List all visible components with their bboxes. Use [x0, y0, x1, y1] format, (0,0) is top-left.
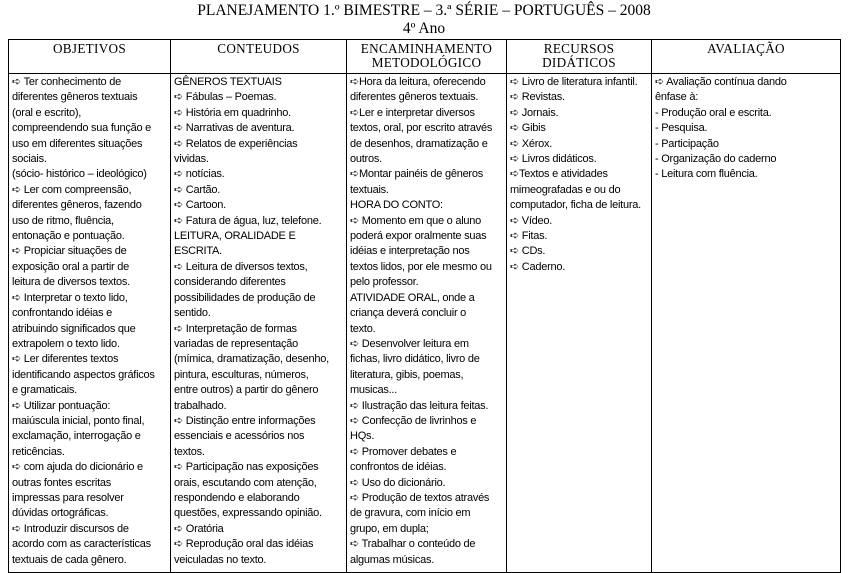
cell-text-line: considerando diferentes	[174, 276, 286, 289]
header-recursos-didaticos	[507, 40, 652, 74]
cell-text-line: ➪ Livros didáticos.	[510, 153, 597, 166]
cell-text-line: ➪ Utilizar pontuação:	[12, 399, 111, 412]
cell-text-line: textos lidos, por ele mesmo ou	[350, 260, 492, 273]
cell-text-line: textos.	[174, 445, 205, 458]
cell-text-line: sociais.	[12, 153, 47, 166]
cell-text-line: ➪Ler e interpretar diversos	[350, 106, 475, 119]
cell-text-line: ➪ Fatura de água, luz, telefone.	[174, 214, 322, 227]
cell-text-line: ➪ Cartoon.	[174, 199, 226, 212]
cell-text-line: (mímica, dramatização, desenho,	[174, 353, 329, 366]
cell-text-line: HORA DO CONTO:	[350, 199, 443, 212]
document-subtitle: 4º Ano	[402, 20, 446, 37]
cell-text-line: uso de ritmo, fluência,	[12, 214, 114, 227]
cell-text-line: ➪Hora da leitura, oferecendo	[350, 76, 486, 88]
cell-text-line: ➪ Desenvolver leitura em	[350, 337, 469, 350]
cell-text-line: literatura, gibis, poemas,	[350, 368, 464, 381]
cell-text-line: pintura, esculturas, números,	[174, 368, 309, 381]
cell-text-line: entre outros) a partir do gênero	[174, 384, 319, 397]
cell-text-line: vividas.	[174, 153, 209, 166]
cell-text-line: ➪Textos e atividades	[510, 168, 608, 181]
cell-text-line: texto.	[350, 322, 376, 335]
cell-text-line: ➪ Fitas.	[510, 230, 548, 243]
cell-text-line: reticências.	[12, 445, 65, 458]
cell-text-line: (oral e escrito),	[12, 106, 82, 119]
cell-conteudos	[171, 74, 347, 573]
cell-text-line: ➪ Oratória	[174, 522, 224, 535]
cell-text-line: ➪ Interpretar o texto lido,	[12, 291, 128, 304]
cell-text-line: e gramaticais.	[12, 384, 77, 397]
cell-text-line: extrapolem o texto lido.	[12, 337, 120, 350]
cell-text-line: ➪ Uso do dicionário.	[350, 476, 446, 489]
cell-text-line: ➪ Xérox.	[510, 137, 553, 150]
cell-text-line: ➪ Trabalhar o conteúdo de	[350, 538, 476, 551]
cell-text-line: ➪ Leitura de diversos textos,	[174, 260, 308, 273]
cell-avaliacao	[652, 74, 841, 573]
cell-text-line: exclamação, interrogação e	[12, 430, 141, 443]
cell-text-line: ➪ Ilustração das leitura feitas.	[350, 399, 489, 412]
cell-text-line: grupo, em dupla;	[350, 522, 429, 535]
cell-text-line: identificando aspectos gráficos	[12, 368, 155, 381]
cell-text-line: textuais de cada gênero.	[12, 553, 127, 566]
cell-text-line: ➪ Reprodução oral das idéias	[174, 538, 314, 551]
cell-text-line: ➪ Caderno.	[510, 260, 566, 273]
cell-text-line: poderá expor oralmente suas	[350, 230, 487, 243]
cell-text-line: respondendo e elaborando	[174, 491, 300, 504]
cell-text-line: algumas músicas.	[350, 553, 435, 566]
cell-text-line: ➪ Fábulas – Poemas.	[174, 91, 277, 104]
header-encaminhamento-metodologico	[347, 40, 507, 74]
cell-text-line: pelo professor.	[350, 276, 419, 289]
cell-text-line: uso em diferentes situações	[12, 137, 143, 150]
cell-text-line: ➪ Cartão.	[174, 183, 221, 196]
cell-text-line: veiculadas no texto.	[174, 553, 267, 566]
cell-text-line: mimeografadas e ou do	[510, 183, 621, 196]
cell-text-line: de gravura, com início em	[350, 507, 471, 520]
cell-text-line: de desenhos, dramatização e	[350, 137, 488, 150]
cell-text-line: ênfase à:	[655, 91, 699, 104]
document-title: PLANEJAMENTO 1.º BIMESTRE – 3.ª SÉRIE – PORTUGUÊS – 2008	[197, 2, 651, 19]
cell-objetivos	[9, 74, 171, 573]
cell-text-line: ➪ Livro de literatura infantil.	[510, 76, 638, 88]
cell-text-line: ➪ Gibis	[510, 122, 546, 135]
cell-text-line: ➪ com ajuda do dicionário e	[12, 461, 143, 474]
cell-text-line: fichas, livro didático, livro de	[350, 353, 480, 366]
header-label-line: OBJETIVOS	[52, 41, 127, 56]
cell-text-line: ATIVIDADE ORAL, onde a	[350, 291, 475, 304]
cell-text-line: ➪ Vídeo.	[510, 214, 553, 227]
cell-text-line: ➪ Propiciar situações de	[12, 245, 127, 258]
cell-text-line: trabalhado.	[174, 399, 227, 412]
cell-text-line: ➪ Promover debates e	[350, 445, 457, 458]
cell-text-line: diferentes gêneros textuais.	[350, 91, 479, 104]
cell-text-line: variadas de representação	[174, 337, 298, 350]
header-label-line: RECURSOS	[543, 41, 615, 56]
cell-recursos-didaticos	[507, 74, 652, 573]
cell-text-line: compreendendo sua função e	[12, 122, 152, 135]
cell-text-line: ➪ Produção de textos através	[350, 491, 490, 504]
header-label-line: ENCAMINHAMENTO	[360, 41, 493, 56]
cell-text-line: ➪ Momento em que o aluno	[350, 214, 482, 227]
cell-text-line: ➪ Ler diferentes textos	[12, 353, 119, 366]
cell-text-line: acordo com as características	[12, 538, 151, 551]
cell-text-line: confrontando idéias e	[12, 307, 112, 320]
cell-text-line: - Organização do caderno	[655, 153, 777, 166]
cell-text-line: idéias e interpretação nos	[350, 245, 470, 258]
cell-text-line: atribuindo significados que	[12, 322, 136, 335]
cell-text-line: ➪ Relatos de experiências	[174, 137, 298, 150]
cell-text-line: textos, oral, por escrito através	[350, 122, 493, 135]
header-avaliacao	[652, 40, 841, 74]
header-conteudos	[171, 40, 347, 74]
cell-text-line: orais, escutando com atenção,	[174, 476, 317, 489]
cell-text-line: LEITURA, ORALIDADE E	[174, 230, 296, 243]
cell-text-line: ➪ Introduzir discursos de	[12, 522, 129, 535]
cell-text-line: HQs.	[350, 430, 375, 443]
cell-text-line: ➪ Confecção de livrinhos e	[350, 414, 477, 427]
content-row	[9, 74, 841, 573]
cell-text-line: ➪ História em quadrinho.	[174, 106, 291, 119]
cell-text-line: - Pesquisa.	[655, 122, 708, 135]
planning-table	[8, 39, 841, 573]
cell-text-line: - Participação	[655, 137, 719, 150]
cell-text-line: ➪ Distinção entre informações	[174, 414, 316, 427]
cell-text-line: textuais.	[350, 183, 389, 196]
cell-text-line: ➪ Narrativas de aventura.	[174, 122, 295, 135]
cell-text-line: exposição oral a partir de	[12, 260, 130, 273]
cell-text-line: maiúscula inicial, ponto final,	[12, 414, 145, 427]
cell-text-line: GÊNEROS TEXTUAIS	[174, 76, 282, 88]
cell-text-line: possibilidades de produção de	[174, 291, 316, 304]
header-label-line: CONTEUDOS	[217, 41, 300, 56]
cell-text-line: ➪ Ler com compreensão,	[12, 183, 132, 196]
cell-text-line: essenciais e acessórios nos	[174, 430, 305, 443]
cell-text-line: diferentes gêneros textuais	[12, 91, 138, 104]
cell-text-line: entonação e pontuação.	[12, 230, 125, 243]
cell-text-line: ➪ Revistas.	[510, 91, 565, 104]
header-objetivos	[9, 40, 171, 74]
cell-text-line: ➪ Avaliação contínua dando	[655, 76, 787, 88]
cell-text-line: (sócio- histórico – ideológico)	[12, 168, 147, 181]
header-label-line: DIDÁTICOS	[542, 55, 616, 70]
header-label-line: METODOLÓGICO	[371, 55, 482, 70]
cell-text-line: questões, expressando opinião.	[174, 507, 322, 520]
cell-text-line: - Produção oral e escrita.	[655, 106, 772, 119]
cell-text-line: ➪ Ter conhecimento de	[12, 76, 121, 88]
header-label-line: AVALIAÇÃO	[707, 41, 785, 56]
cell-text-line: ➪ Interpretação de formas	[174, 322, 297, 335]
cell-text-line: ➪ Participação nas exposições	[174, 461, 319, 474]
cell-text-line: diferentes gêneros, fazendo	[12, 199, 142, 212]
cell-text-line: outros.	[350, 153, 382, 166]
cell-text-line: ESCRITA.	[174, 245, 222, 258]
cell-text-line: sentido.	[174, 307, 211, 320]
cell-text-line: criança deverá concluir o	[350, 307, 467, 320]
cell-text-line: ➪ CDs.	[510, 245, 546, 258]
cell-text-line: impressas para resolver	[12, 491, 124, 504]
header-row	[9, 40, 841, 74]
cell-text-line: computador, ficha de leitura.	[510, 199, 641, 212]
cell-encaminhamento-metodologico	[347, 74, 507, 573]
cell-text-line: ➪Montar painéis de gêneros	[350, 168, 483, 181]
cell-text-line: ➪ notícias.	[174, 168, 225, 181]
cell-text-line: - Leitura com fluência.	[655, 168, 758, 181]
cell-text-line: confrontos de idéias.	[350, 461, 447, 474]
cell-text-line: dúvidas ortográficas.	[12, 507, 109, 520]
cell-text-line: outras fontes escritas	[12, 476, 112, 489]
cell-text-line: ➪ Jornais.	[510, 106, 559, 119]
cell-text-line: musicas...	[350, 384, 398, 397]
cell-text-line: leitura de diversos textos.	[12, 276, 130, 289]
